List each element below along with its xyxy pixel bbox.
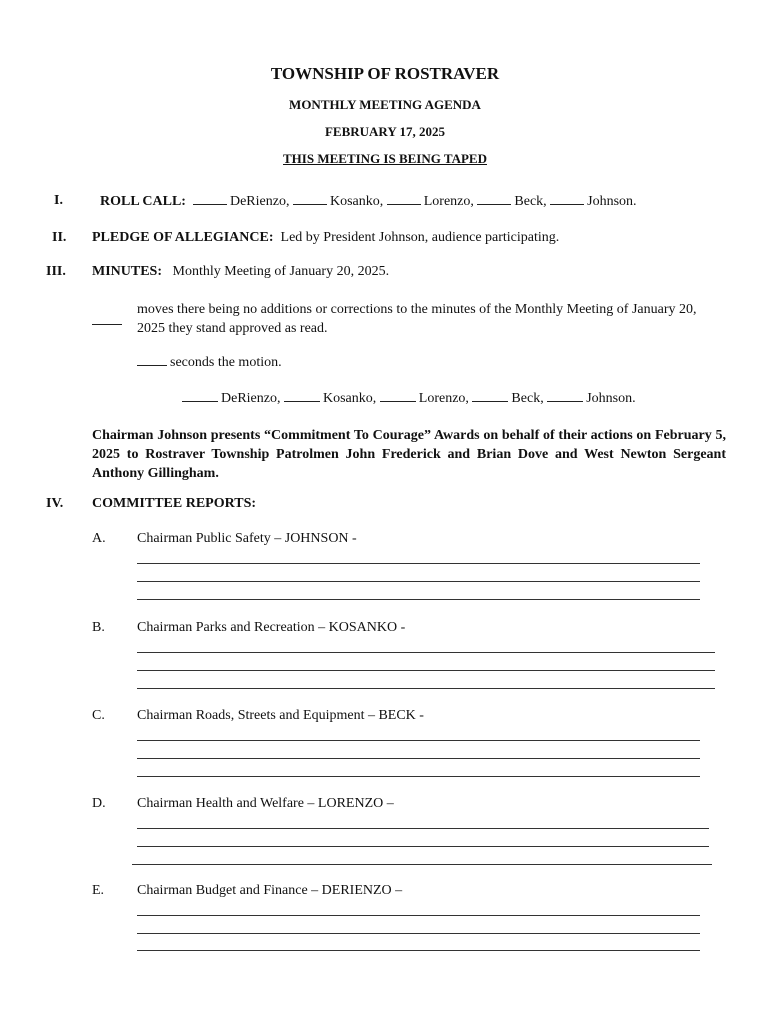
- committee-letter: A.: [92, 531, 106, 546]
- vote-name: DeRienzo,: [221, 391, 281, 406]
- writing-line: [137, 652, 715, 653]
- pledge-label: PLEDGE OF ALLEGIANCE:: [92, 230, 274, 245]
- second-blank: [137, 354, 167, 366]
- minutes-line: [92, 264, 389, 280]
- writing-line: [137, 670, 715, 671]
- committee-label: COMMITTEE REPORTS:: [92, 496, 257, 511]
- roll-call-blank: [477, 193, 511, 205]
- taped-notice: [0, 151, 770, 167]
- taped-notice-text: THIS MEETING IS BEING TAPED: [283, 151, 487, 166]
- motion-blank: [92, 312, 125, 330]
- section-numeral-roll-call: I.: [54, 193, 63, 208]
- section-numeral-committee: IV.: [46, 496, 64, 511]
- writing-line: [137, 950, 700, 951]
- section-numeral-minutes: III.: [46, 264, 66, 279]
- award-paragraph: Chairman Johnson presents “Commitment To Courage” Awards on behalf of their actions on February 5, 2025 to Rostraver Township Patrolmen John Frederick and Brian Dove and West Newton Sergeant Anthony Gillingham.: [92, 428, 726, 481]
- roll-call-name: Beck,: [514, 194, 547, 209]
- committee-item-e: Chairman Budget and Finance – DERIENZO –: [137, 883, 403, 898]
- committee-item-b: Chairman Parks and Recreation – KOSANKO -: [137, 620, 406, 635]
- committee-letter: B.: [92, 620, 105, 635]
- roll-call-blank: [550, 193, 584, 205]
- roll-call-blank: [387, 193, 421, 205]
- writing-line: [137, 828, 709, 829]
- pledge-text: Led by President Johnson, audience participating.: [280, 230, 560, 245]
- vote-blank: [284, 390, 320, 402]
- motion-line-2: 2025 they stand approved as read.: [137, 321, 328, 336]
- roll-call-name: Johnson.: [587, 194, 637, 209]
- writing-line: [137, 776, 700, 777]
- roll-call-name: DeRienzo,: [229, 194, 290, 209]
- motion-blank-line: [92, 313, 122, 325]
- vote-name: Beck,: [511, 391, 544, 406]
- writing-line: [137, 599, 700, 600]
- roll-call-label: ROLL CALL:: [100, 194, 186, 209]
- committee-item-a: Chairman Public Safety – JOHNSON -: [137, 531, 357, 546]
- writing-line: [137, 758, 700, 759]
- committee-letter: C.: [92, 708, 105, 723]
- second-text: seconds the motion.: [170, 355, 282, 370]
- writing-line: [132, 864, 712, 865]
- vote-blank: [380, 390, 416, 402]
- committee-letter: E.: [92, 883, 105, 898]
- roll-call-blank: [293, 193, 327, 205]
- writing-line: [137, 740, 700, 741]
- writing-line: [137, 581, 700, 582]
- roll-call-blank: [193, 193, 227, 205]
- vote-name: Lorenzo,: [418, 391, 469, 406]
- motion-paragraph: [137, 300, 727, 338]
- roll-call-line: [100, 193, 637, 210]
- writing-line: [137, 846, 709, 847]
- vote-name: Kosanko,: [322, 391, 377, 406]
- vote-blank: [182, 390, 218, 402]
- minutes-text: Monthly Meeting of January 20, 2025.: [172, 264, 390, 279]
- roll-call-name: Lorenzo,: [423, 194, 474, 209]
- minutes-label: MINUTES:: [92, 264, 163, 279]
- minutes-vote-line: [182, 390, 636, 407]
- writing-line: [137, 933, 700, 934]
- roll-call-name: Kosanko,: [329, 194, 384, 209]
- agenda-subtitle: MONTHLY MEETING AGENDA: [289, 97, 481, 112]
- committee-item-d: Chairman Health and Welfare – LORENZO –: [137, 796, 394, 811]
- vote-blank: [472, 390, 508, 402]
- township-title: TOWNSHIP OF ROSTRAVER: [270, 64, 500, 83]
- writing-line: [137, 563, 700, 564]
- second-line: [137, 354, 282, 371]
- pledge-line: [92, 230, 559, 246]
- vote-blank: [547, 390, 583, 402]
- committee-item-c: Chairman Roads, Streets and Equipment – BECK -: [137, 708, 424, 723]
- committee-letter: D.: [92, 796, 106, 811]
- writing-line: [137, 688, 715, 689]
- motion-line-1: moves there being no additions or corrections to the minutes of the Monthly Meeting of January 20,: [137, 302, 697, 317]
- vote-name: Johnson.: [586, 391, 636, 406]
- meeting-date: FEBRUARY 17, 2025: [324, 124, 446, 139]
- section-numeral-pledge: II.: [52, 230, 67, 245]
- writing-line: [137, 915, 700, 916]
